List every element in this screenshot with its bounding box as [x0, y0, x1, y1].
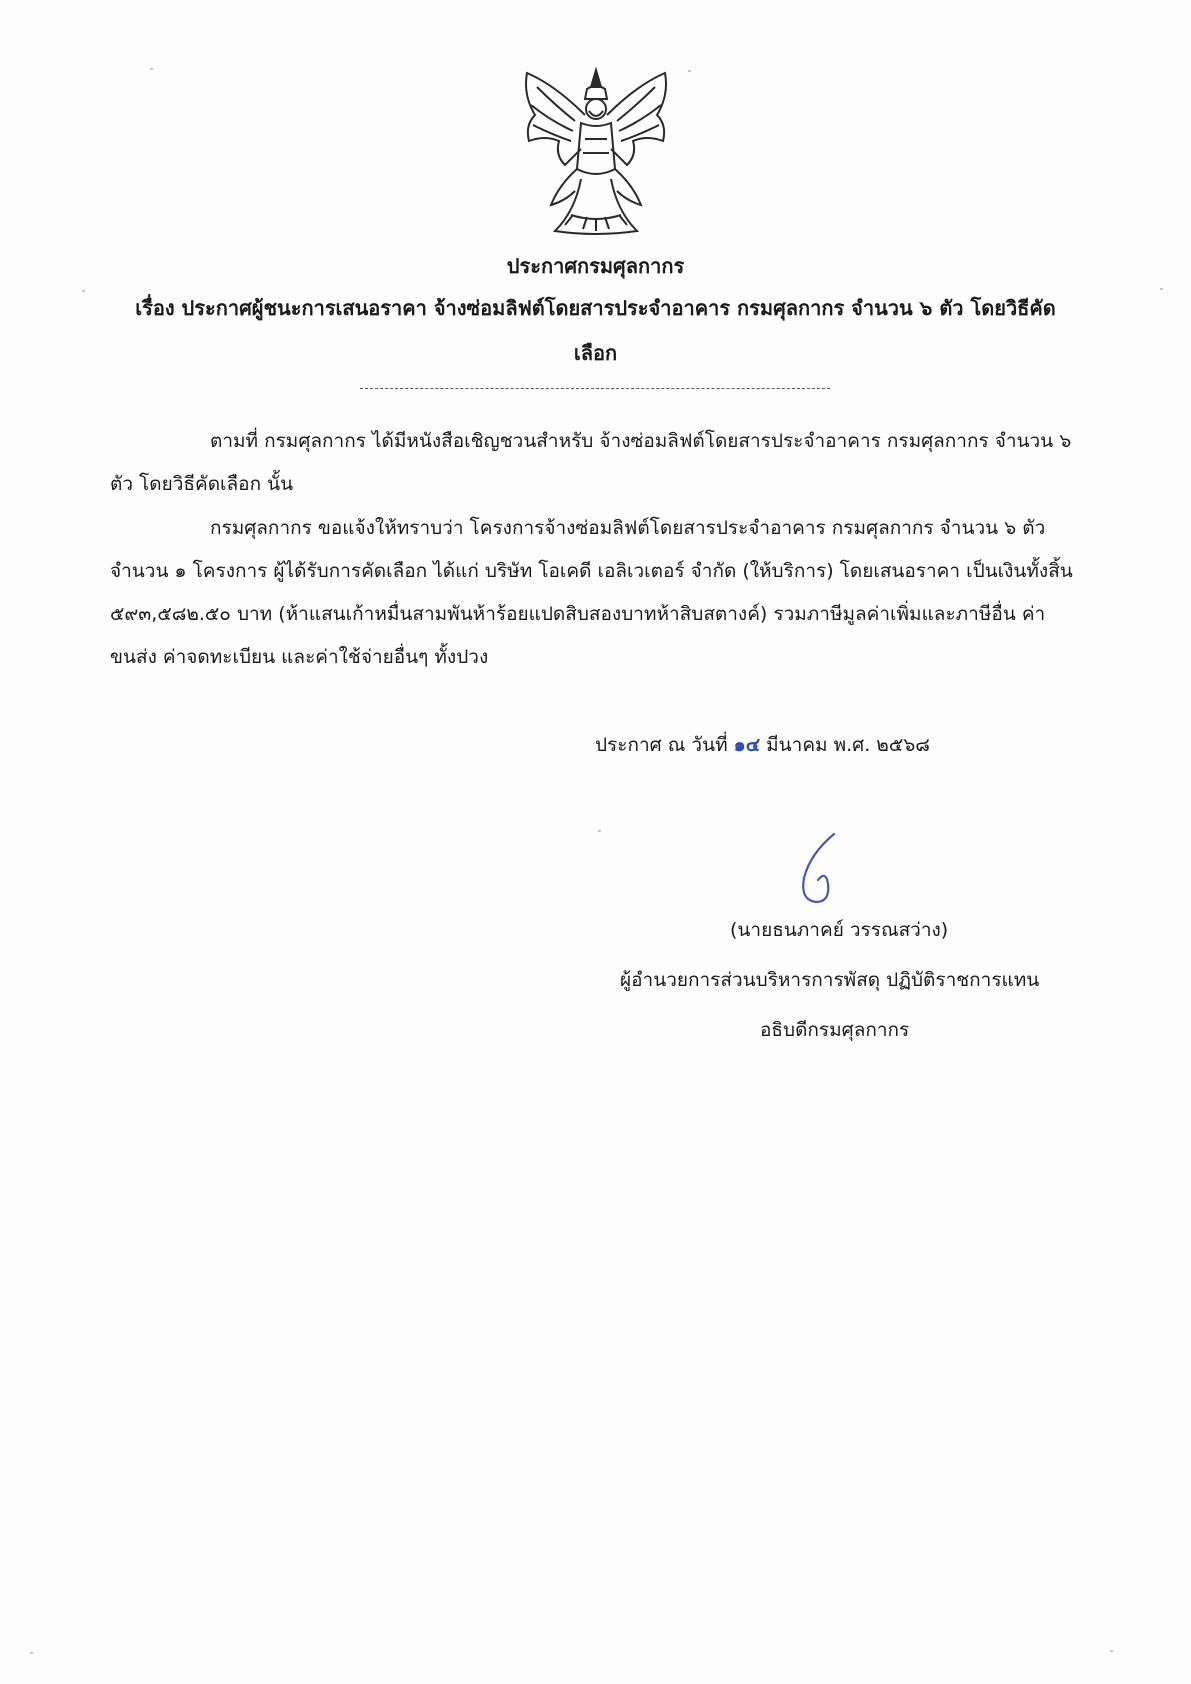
agency-title: ประกาศกรมศุลกากร [506, 254, 685, 278]
date-prefix: ประกาศ ณ วันที่ [595, 734, 728, 756]
signatory-name: (นายธนภาคย์ วรรณสว่าง) [730, 919, 949, 941]
announcement-date [595, 730, 930, 760]
subject-line: เรื่อง ประกาศผู้ชนะการเสนอราคา จ้างซ่อมลิฟต์โดยสารประจำอาคาร กรมศุลกากร จำนวน ๖ ตัว โดยวิธีคัด [135, 296, 1056, 320]
signatory-position: ผู้อำนวยการส่วนบริหารการพัสดุ ปฏิบัติราชการแทน [620, 969, 1040, 991]
date-month-year: มีนาคม พ.ศ. ๒๕๖๘ [766, 734, 930, 756]
body-paragraph-2-text: กรมศุลกากร ขอแจ้งให้ทราบว่า โครงการจ้างซ่อมลิฟต์โดยสารประจำอาคาร กรมศุลกากร จำนวน ๖ ตัว จำนวน ๑ โครงการ ผู้ได้รับการคัดเลือก ได้แก่ บริษัท โอเคดี เอลิเวเตอร์ จำกัด (ให้บริการ) โดยเสนอราคา เป็นเงินทั้งสิ้น ๕๙๓,๕๘๒.๕๐ บาท (ห้าแสนเก้าหมื่นสามพันห้าร้อยแปดสิบสองบาทห้าสิบสตางค์) รวมภาษีมูลค่าเพิ่มและภาษีอื่น ค่าขนส่ง ค่าจดทะเบียน และค่าใช้จ่ายอื่นๆ ทั้งปวง [110, 517, 1073, 668]
scan-speck [1110, 1650, 1113, 1652]
handwritten-signature-icon [790, 830, 850, 910]
subject-line-continued: เลือก [573, 341, 618, 365]
scan-speck [598, 830, 601, 832]
garuda-emblem-icon [515, 65, 677, 240]
scan-speck [688, 70, 691, 72]
signatory-position-continued: อธิบดีกรมศุลกากร [760, 1019, 910, 1041]
scan-speck [82, 290, 85, 292]
date-day: ๑๔ [733, 734, 761, 756]
divider [360, 388, 830, 389]
body-paragraph-2 [110, 507, 1080, 679]
scan-speck [150, 68, 153, 70]
scan-speck [30, 1652, 33, 1654]
scan-speck [1160, 288, 1163, 290]
body-paragraph-1-text: ตามที่ กรมศุลกากร ได้มีหนังสือเชิญชวนสำหรับ จ้างซ่อมลิฟต์โดยสารประจำอาคาร กรมศุลกากร จำนวน ๖ ตัว โดยวิธีคัดเลือก นั้น [110, 430, 1072, 495]
body-paragraph-1 [110, 420, 1080, 506]
